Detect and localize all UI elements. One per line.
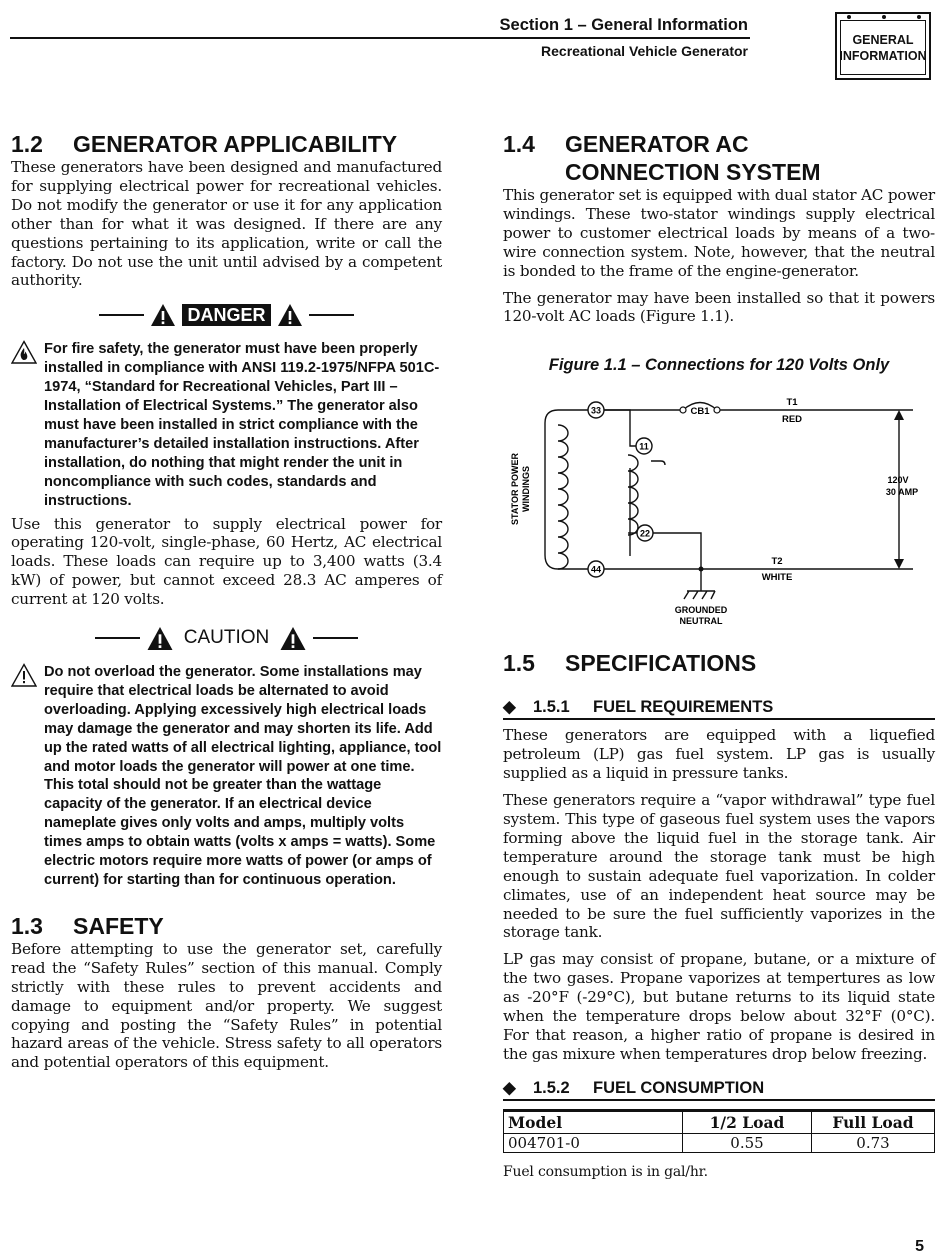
applicability-paragraph: These generators have been designed and manufactured for supplying electrical power for recreational vehicles. Do not modify the generator or use it for any application other than for what it was designed. If there are any questions pertaining to its application, write or call the factory. Do not use the unit until advised by a competent authority. (11, 158, 442, 290)
table-header-full-load: Full Load (812, 1110, 935, 1133)
ac-connection-paragraph: This generator set is equipped with dual stator AC power windings. These two-stator windings supply electrical power to customer electrical loads by means of a two-wire connection system. Note, however, that the neutral is bonded to the frame of the engine-generator. (503, 186, 935, 280)
fuel-paragraph-3: LP gas may consist of propane, butane, or a mixture of the two gases. Propane vaporizes at tempertures as low as -20°F (-29°C), but butane returns to its liquid state when the temperature drops below about 32°F (0°C). For that reason, a higher ratio of propane is desired in the gas mixure when temperatures drop below freezing. (503, 950, 935, 1063)
section-1-4-heading (503, 130, 935, 186)
load-paragraph: Use this generator to supply electrical power for operating 120-volt, single-phase, 60 Hertz, AC electrical loads. These loads can require up to 3,400 watts (3.4 kW) of power, but cannot exceed 28.3 AC amperes of current at 120 volts. (11, 514, 442, 609)
grounded-label: GROUNDED (674, 605, 728, 616)
fire-hazard-icon (11, 340, 37, 364)
subsection-1-5-1-heading (503, 697, 935, 720)
section-tab (835, 12, 931, 80)
diamond-bullet-icon: ◆ (503, 698, 516, 717)
banner-rule (95, 637, 140, 639)
neutral-label: NEUTRAL (679, 616, 723, 627)
voltage-label: 120V (887, 475, 909, 486)
section-title-line1: GENERATOR AC (565, 131, 749, 157)
fuel-consumption-note: Fuel consumption is in gal/hr. (503, 1163, 708, 1180)
warning-triangle-icon (277, 303, 303, 327)
section-1-5-heading (503, 649, 935, 677)
danger-notice (11, 340, 442, 510)
t2-label: T2 (771, 556, 783, 568)
terminal-33-label: 33 (590, 405, 602, 416)
section-title: GENERATOR APPLICABILITY (73, 131, 398, 157)
section-header: Section 1 – General Information (499, 16, 748, 34)
subsection-title: FUEL CONSUMPTION (593, 1078, 765, 1097)
terminal-44-label: 44 (590, 564, 602, 575)
banner-rule (313, 637, 358, 639)
fuel-paragraph-2: These generators require a “vapor withdrawal” type fuel system. This type of gaseous fuel system uses the vapors forming above the liquid fuel in the storage tank. Air temperature around the storage tank must be high enough to sustain adequate fuel vaporization. In colder climates, use of an independent heat source may be needed to be sure the fuel sufficiently vaporizes in the storage tank. (503, 791, 935, 942)
banner-rule (309, 314, 354, 316)
figure-title: Figure 1.1 – Connections for 120 Volts Only (548, 356, 890, 375)
section-1-3-heading (11, 912, 442, 940)
ac-loads-paragraph: The generator may have been installed so that it powers 120-volt AC loads (Figure 1.1). (503, 288, 935, 326)
wiring-diagram (503, 381, 935, 631)
danger-label: DANGER (182, 304, 270, 326)
stator-label-line2: WINDINGS (521, 466, 531, 513)
warning-triangle-icon (146, 626, 174, 651)
page-number: 5 (915, 1238, 924, 1255)
breaker-cb1-label: CB1 (690, 406, 710, 418)
caution-label: CAUTION (183, 627, 270, 649)
section-subtitle: Recreational Vehicle Generator (541, 43, 748, 59)
table-cell-half-load: 0.55 (683, 1133, 812, 1152)
safety-paragraph: Before attempting to use the generator set, carefully read the “Safety Rules” section of this manual. Comply strictly with these rules to prevent accidents and damage to equipment and/or property. We suggest copying and posting the “Safety Rules” in potential hazard areas of the vehicle. Stress safety to all operators and potential operators of this equipment. (11, 939, 442, 1072)
section-1-2-heading (11, 130, 442, 158)
table-cell-model: 004701-0 (504, 1133, 683, 1152)
danger-banner (11, 300, 442, 330)
tab-rivet-icon (847, 15, 851, 19)
tab-rivet-icon (917, 15, 921, 19)
caution-outline-icon (11, 663, 37, 687)
left-column (11, 130, 442, 1072)
section-title-line2: CONNECTION SYSTEM (565, 159, 821, 185)
table-row (504, 1133, 935, 1152)
tab-label-line2: INFORMATION (839, 48, 927, 63)
amperage-label: 30 AMP (885, 487, 919, 498)
white-label: WHITE (761, 572, 793, 584)
section-number: 1.2 (11, 131, 43, 157)
warning-triangle-icon (150, 303, 176, 327)
caution-notice (11, 663, 442, 890)
tab-rivet-icon (882, 15, 886, 19)
fuel-paragraph-1: These generators are equipped with a liquefied petroleum (LP) gas fuel system. LP gas is usually supplied as a liquid in pressure tanks. (503, 726, 935, 783)
terminal-22-label: 22 (639, 528, 651, 539)
section-number: 1.3 (11, 912, 43, 939)
section-number: 1.5 (503, 650, 535, 677)
red-label: RED (781, 414, 803, 426)
table-header-half-load: 1/2 Load (683, 1110, 812, 1133)
terminal-11-label: 11 (639, 441, 649, 452)
diamond-bullet-icon: ◆ (503, 1078, 516, 1097)
right-column (503, 130, 935, 1182)
subsection-number: 1.5.1 (533, 698, 570, 717)
warning-triangle-icon (279, 626, 307, 651)
section-number: 1.4 (503, 131, 535, 157)
danger-text: For fire safety, the generator must have been properly installed in compliance with ANSI 119.2-1975/NFPA 501C-1974, “Standard for Recreational Vehicles, Part III – Installation of Electrical Systems.” The generator also must have been installed in strict compliance with the manufacturer’s detailed installation instructions. After installation, do nothing that might render the unit in noncompliance with such codes, standards and instructions. (44, 341, 440, 509)
subsection-title: FUEL REQUIREMENTS (593, 698, 774, 717)
banner-rule (99, 314, 144, 316)
header-rule (10, 37, 750, 39)
subsection-number: 1.5.2 (533, 1078, 570, 1097)
tab-label (840, 20, 926, 75)
stator-label-line1: STATOR POWER (510, 453, 520, 526)
fuel-consumption-table (503, 1109, 935, 1153)
t1-label: T1 (786, 397, 798, 409)
table-header-row (504, 1110, 935, 1133)
table-header-model: Model (504, 1110, 683, 1133)
section-title: SPECIFICATIONS (565, 650, 757, 677)
caution-banner (11, 623, 442, 653)
table-cell-full-load: 0.73 (812, 1133, 935, 1152)
caution-text: Do not overload the generator. Some installations may require that electrical loads be alternated to avoid overloading. Applying excessively high electrical loads may damage the generator and may shorten its life. Add up the rated watts of all electrical lighting, appliance, tool and motor loads the generator will power at one time. This total should not be greater than the wattage capacity of the generator. If an electrical device nameplate gives only volts and amps, multiply volts times amps to obtain watts (volts x amps = watts). Some electric motors require more watts of power (or amps of current) for starting than for continuous operation. (44, 664, 442, 888)
section-title: SAFETY (73, 912, 164, 939)
tab-label-line1: GENERAL (852, 32, 914, 47)
subsection-1-5-2-heading (503, 1078, 935, 1101)
